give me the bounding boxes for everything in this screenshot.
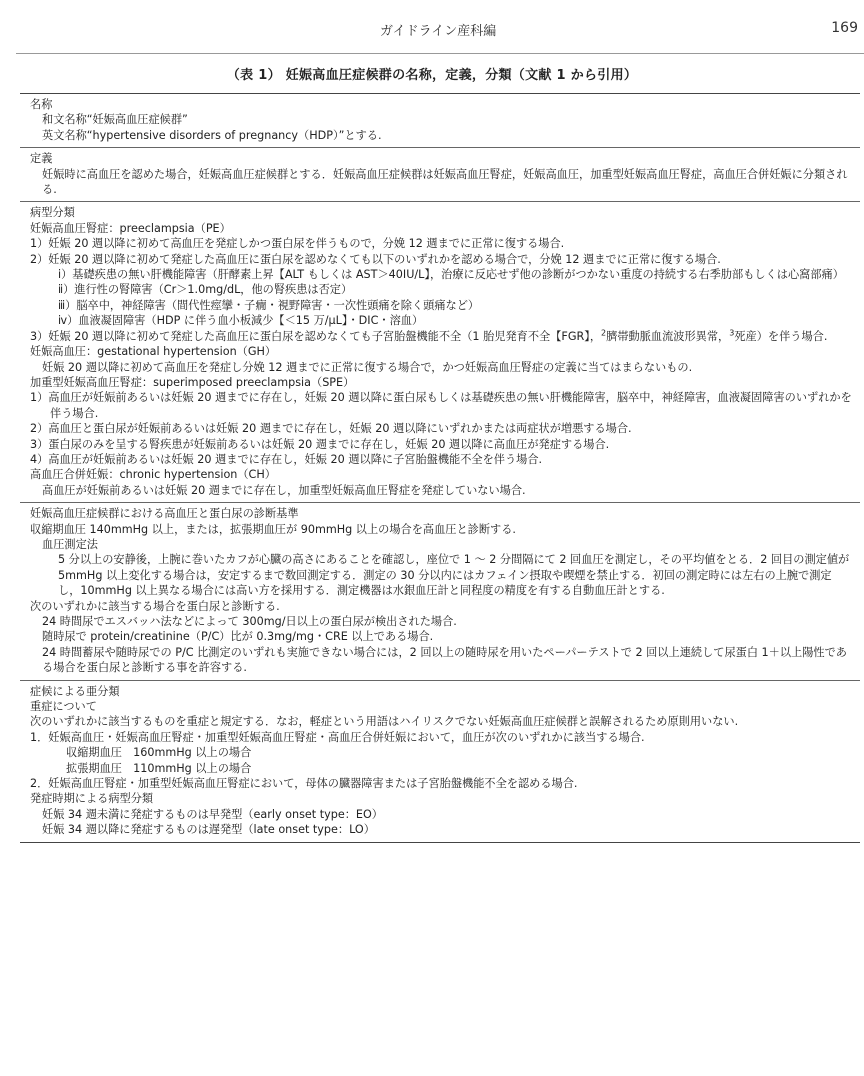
onset-item: 妊娠 34 週以降に発症するものは遅発型（late onset type：LO） [42, 823, 375, 837]
spe-item: 2）高血圧と蛋白尿が妊娠前あるいは妊娠 20 週までに存在し，妊娠 20 週以降にいずれかまたは両症状が増悪する場合. [30, 422, 632, 436]
pe-subitem: ⅲ）脳卒中，神経障害（間代性痙攣・子癇・視野障害・一次性頭痛を除く頭痛など） [58, 298, 480, 312]
protein-item: 24 時間蓄尿や随時尿での P/C 比測定のいずれも実施できない場合には，2 回以上の随時尿を用いたペーパーテストで 2 回以上連続して尿蛋白 1＋以上陽性である場合を蛋白尿と診断する事を許容する. [42, 645, 847, 675]
ch-title: 高血圧合併妊娠：chronic hypertension（CH） [30, 468, 276, 482]
spe-title: 加重型妊娠高血圧腎症：superimposed preeclampsia（SPE） [30, 375, 355, 389]
pe-item3-text-a: 3）妊娠 20 週以降に初めて発症した高血圧に蛋白尿を認めなくても子宮胎盤機能不全（1 胎児発育不全【FGR】， [30, 329, 602, 343]
onset-item: 妊娠 34 週未満に発症するものは早発型（early onset type：EO） [42, 807, 383, 821]
protein-intro: 次のいずれかに該当する場合を蛋白尿と診断する. [30, 599, 280, 613]
protein-item: 24 時間尿でエスバッハ法などによって 300mg/日以上の蛋白尿が検出された場合. [42, 615, 457, 628]
spe-item: 4）高血圧が妊娠前あるいは妊娠 20 週までに存在し，妊娠 20 週以降に子宮胎盤機能不全を伴う場合. [30, 452, 543, 466]
pe-subitem: ⅳ）血液凝固障害（HDP に伴う血小板減少【＜15 万/μL】・DIC・溶血） [58, 314, 424, 328]
spe-item: 3）蛋白尿のみを呈する腎疾患が妊娠前あるいは妊娠 20 週までに存在し，妊娠 20 週以降に高血圧が発症する場合. [30, 437, 610, 451]
pe-item [30, 329, 852, 344]
japanese-name: 和文名称“妊娠高血圧症候群” [42, 113, 188, 127]
pe-subitem: ⅱ）進行性の腎障害（Cr＞1.0mg/dL，他の腎疾患は否定） [58, 283, 353, 297]
gh-text: 妊娠 20 週以降に初めて高血圧を発症し分娩 12 週までに正常に復する場合で，かつ妊娠高血圧腎症の定義に当てはまらないもの. [42, 360, 693, 374]
footnote-mark: 2 [601, 327, 607, 337]
spe-item: 1）高血圧が妊娠前あるいは妊娠 20 週までに存在し，妊娠 20 週以降に蛋白尿もしくは基礎疾患の無い肝機能障害，脳卒中，神経障害，血液凝固障害のいずれかを伴う場合. [30, 391, 852, 420]
pe-item: 2）妊娠 20 週以降に初めて発症した高血圧に蛋白尿を認めなくても以下のいずれかを認める場合で，分娩 12 週までに正常に復する場合. [30, 252, 721, 266]
name-section [20, 94, 860, 147]
table-caption: （表 1） 妊娠高血圧症候群の名称，定義，分類（文献 1 から引用） [226, 68, 638, 83]
bp-criteria: 収縮期血圧 140mmHg 以上，または，拡張期血圧が 90mmHg 以上の場合を高血圧と診断する. [30, 522, 516, 536]
subclass-section [20, 680, 860, 842]
section-heading: 名称 [30, 98, 53, 111]
pe-item: 1）妊娠 20 週以降に初めて高血圧を発症しかつ蛋白尿を伴うもので，分娩 12 週までに正常に復する場合. [30, 237, 565, 251]
pe-title: 妊娠高血圧腎症：preeclampsia（PE） [30, 221, 231, 235]
pe-item3-text-b: 臍帯動脈血流波形異常， [606, 329, 730, 343]
criteria-section [20, 502, 860, 679]
bp-method-title: 血圧測定法 [42, 537, 98, 551]
definition-text: 妊娠時に高血圧を認めた場合，妊娠高血圧症候群とする．妊娠高血圧症候群は妊娠高血圧腎症，妊娠高血圧，加重型妊娠高血圧腎症，高血圧合併妊娠に分類される. [42, 167, 848, 197]
running-title: ガイドライン産科編 [380, 24, 497, 39]
section-heading: 定義 [30, 152, 53, 166]
severe-intro: 次のいずれかに該当するものを重症と規定する．なお，軽症という用語はハイリスクでない妊娠高血圧症候群と誤解されるため原則用いない. [30, 715, 739, 729]
section-heading: 妊娠高血圧症候群における高血圧と蛋白尿の診断基準 [30, 507, 299, 521]
gh-title: 妊娠高血圧：gestational hypertension（GH） [30, 345, 277, 359]
ch-text: 高血圧が妊娠前あるいは妊娠 20 週までに存在し，加重型妊娠高血圧腎症を発症していない場合. [42, 483, 526, 497]
classification-section [20, 201, 860, 502]
page-number: 169 [831, 20, 858, 36]
footnote-mark: 3 [729, 327, 735, 337]
section-heading: 病型分類 [30, 206, 75, 220]
protein-item: 随時尿で protein/creatinine（P/C）比が 0.3mg/mg・CRE 以上である場合. [42, 630, 434, 644]
severe-bp: 拡張期血圧 110mmHg 以上の場合 [66, 761, 252, 775]
severe-item: 2．妊娠高血圧腎症・加重型妊娠高血圧腎症において，母体の臓器障害または子宮胎盤機能不全を認める場合. [30, 777, 578, 791]
severe-item: 1．妊娠高血圧・妊娠高血圧腎症・加重型妊娠高血圧腎症・高血圧合併妊娠において，血圧が次のいずれかに該当する場合. [30, 730, 645, 744]
guideline-table [20, 93, 860, 843]
severe-title: 重症について [30, 700, 97, 714]
severe-bp: 収縮期血圧 160mmHg 以上の場合 [66, 746, 252, 760]
page-header [0, 10, 864, 50]
onset-title: 発症時期による病型分類 [30, 792, 154, 806]
pe-subitem: ⅰ）基礎疾患の無い肝機能障害（肝酵素上昇【ALT もしくは AST＞40IU/L】，治療に反応せず他の診断がつかない重度の持続する右季肋部もしくは心窩部痛） [58, 268, 844, 282]
english-name: 英文名称“hypertensive disorders of pregnancy（HDP）”とする. [42, 128, 382, 142]
bp-method-text: 5 分以上の安静後，上腕に巻いたカフが心臓の高さにあることを確認し，座位で 1 ～ 2 分間隔にて 2 回血圧を測定し，その平均値をとる．2 回目の測定値が 5mmHg 以上変化する場合は，安定するまで数回測定する．測定の 30 分以内にはカフェイン摂取や喫煙を禁止する．初回の測定時には左右の上腕で測定し，10mmHg 以上異なる場合には高い方を採用する．測定機器は水銀血圧計と同程度の精度を有する自動血圧計とする. [58, 553, 850, 598]
header-rule [16, 53, 864, 54]
definition-section [20, 147, 860, 201]
pe-item3-text-c: 死産）を伴う場合. [734, 329, 828, 343]
section-heading: 症候による亜分類 [30, 684, 120, 698]
